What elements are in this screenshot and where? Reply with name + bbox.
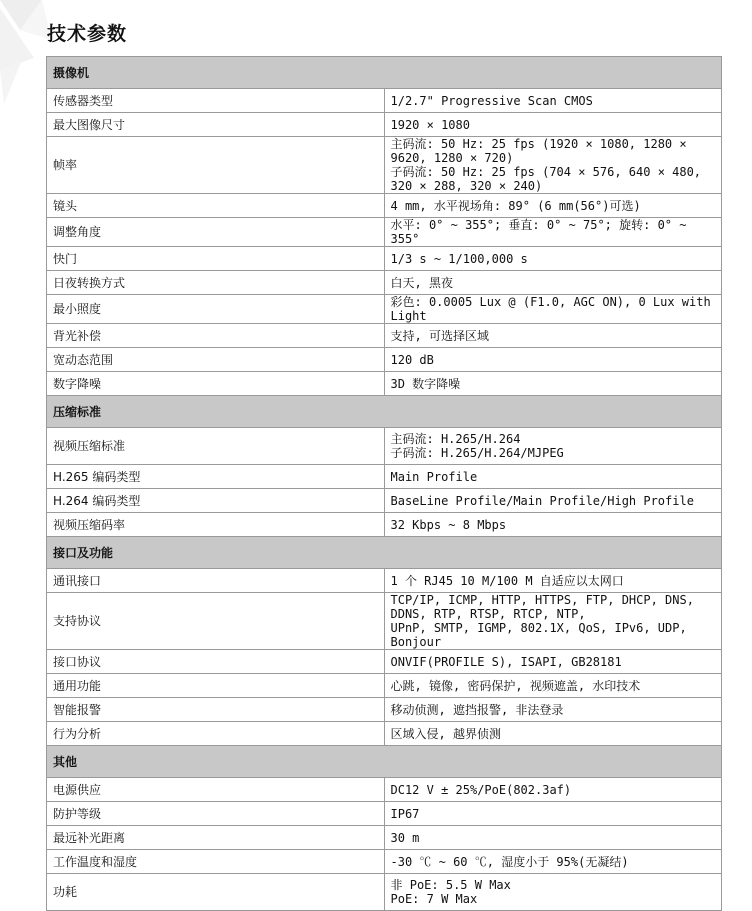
table-row: [47, 348, 722, 372]
spec-value: BaseLine Profile/Main Profile/High Profile: [384, 489, 722, 513]
spec-value: 水平: 0° ~ 355°; 垂直: 0° ~ 75°; 旋转: 0° ~ 355°: [384, 218, 722, 247]
spec-value: TCP/IP, ICMP, HTTP, HTTPS, FTP, DHCP, DNS, DDNS, RTP, RTSP, RTCP, NTP, UPnP, SMTP, IGMP, 802.1X, QoS, IPv6, UDP, Bonjour: [384, 593, 722, 650]
spec-label: 宽动态范围: [47, 348, 385, 372]
section-title: 摄像机: [47, 57, 722, 89]
spec-label: 通用功能: [47, 674, 385, 698]
table-row: [47, 194, 722, 218]
spec-value: 1 个 RJ45 10 M/100 M 自适应以太网口: [384, 569, 722, 593]
spec-value: 主码流: 50 Hz: 25 fps (1920 × 1080, 1280 × 9620, 1280 × 720) 子码流: 50 Hz: 25 fps (704 × 576, 640 × 480, 320 × 288, 320 × 240): [384, 137, 722, 194]
table-row: [47, 850, 722, 874]
table-row: [47, 722, 722, 746]
spec-value: 白天, 黑夜: [384, 271, 722, 295]
spec-value: Main Profile: [384, 465, 722, 489]
spec-label: H.264 编码类型: [47, 489, 385, 513]
spec-label: 传感器类型: [47, 89, 385, 113]
table-row: [47, 465, 722, 489]
spec-value: 1/3 s ~ 1/100,000 s: [384, 247, 722, 271]
table-row: [47, 247, 722, 271]
spec-label: 帧率: [47, 137, 385, 194]
table-row: [47, 295, 722, 324]
table-row: [47, 324, 722, 348]
page-title: 技术参数: [47, 23, 128, 45]
table-row: [47, 137, 722, 194]
spec-value: 区域入侵, 越界侦测: [384, 722, 722, 746]
spec-value: 30 m: [384, 826, 722, 850]
table-row: [47, 218, 722, 247]
spec-label: 通讯接口: [47, 569, 385, 593]
spec-label: 视频压缩码率: [47, 513, 385, 537]
spec-label: 工作温度和湿度: [47, 850, 385, 874]
spec-label: 智能报警: [47, 698, 385, 722]
spec-label: 功耗: [47, 874, 385, 911]
spec-value: 1920 × 1080: [384, 113, 722, 137]
spec-label: 数字降噪: [47, 372, 385, 396]
table-row: [47, 874, 722, 911]
table-row: [47, 372, 722, 396]
spec-label: 日夜转换方式: [47, 271, 385, 295]
spec-value: 3D 数字降噪: [384, 372, 722, 396]
spec-value: 120 dB: [384, 348, 722, 372]
table-row: [47, 113, 722, 137]
table-row: [47, 698, 722, 722]
spec-value: 4 mm, 水平视场角: 89° (6 mm(56°)可选): [384, 194, 722, 218]
table-row: [47, 802, 722, 826]
table-row: [47, 778, 722, 802]
spec-value: 心跳, 镜像, 密码保护, 视频遮盖, 水印技术: [384, 674, 722, 698]
section-header-row: [47, 537, 722, 569]
spec-value: 非 PoE: 5.5 W Max PoE: 7 W Max: [384, 874, 722, 911]
spec-label: 镜头: [47, 194, 385, 218]
table-row: [47, 271, 722, 295]
spec-table: [46, 56, 722, 911]
spec-label: H.265 编码类型: [47, 465, 385, 489]
spec-label: 支持协议: [47, 593, 385, 650]
spec-label: 最大图像尺寸: [47, 113, 385, 137]
spec-label: 快门: [47, 247, 385, 271]
table-row: [47, 650, 722, 674]
spec-value: ONVIF(PROFILE S), ISAPI, GB28181: [384, 650, 722, 674]
section-header-row: [47, 396, 722, 428]
section-title: 压缩标准: [47, 396, 722, 428]
spec-label: 防护等级: [47, 802, 385, 826]
section-header-row: [47, 746, 722, 778]
spec-label: 最小照度: [47, 295, 385, 324]
spec-value: -30 ℃ ~ 60 ℃, 湿度小于 95%(无凝结): [384, 850, 722, 874]
table-row: [47, 826, 722, 850]
section-title: 接口及功能: [47, 537, 722, 569]
spec-label: 视频压缩标准: [47, 428, 385, 465]
spec-value: 移动侦测, 遮挡报警, 非法登录: [384, 698, 722, 722]
spec-value: 支持, 可选择区域: [384, 324, 722, 348]
spec-value: 主码流: H.265/H.264 子码流: H.265/H.264/MJPEG: [384, 428, 722, 465]
spec-label: 电源供应: [47, 778, 385, 802]
spec-label: 最远补光距离: [47, 826, 385, 850]
spec-value: IP67: [384, 802, 722, 826]
spec-value: 32 Kbps ~ 8 Mbps: [384, 513, 722, 537]
spec-value: 1/2.7" Progressive Scan CMOS: [384, 89, 722, 113]
spec-label: 调整角度: [47, 218, 385, 247]
table-row: [47, 513, 722, 537]
table-row: [47, 89, 722, 113]
spec-label: 背光补偿: [47, 324, 385, 348]
spec-value: 彩色: 0.0005 Lux @ (F1.0, AGC ON), 0 Lux with Light: [384, 295, 722, 324]
section-title: 其他: [47, 746, 722, 778]
table-row: [47, 674, 722, 698]
spec-label: 行为分析: [47, 722, 385, 746]
table-row: [47, 593, 722, 650]
table-row: [47, 428, 722, 465]
spec-value: DC12 V ± 25%/PoE(802.3af): [384, 778, 722, 802]
table-row: [47, 569, 722, 593]
spec-label: 接口协议: [47, 650, 385, 674]
table-row: [47, 489, 722, 513]
section-header-row: [47, 57, 722, 89]
